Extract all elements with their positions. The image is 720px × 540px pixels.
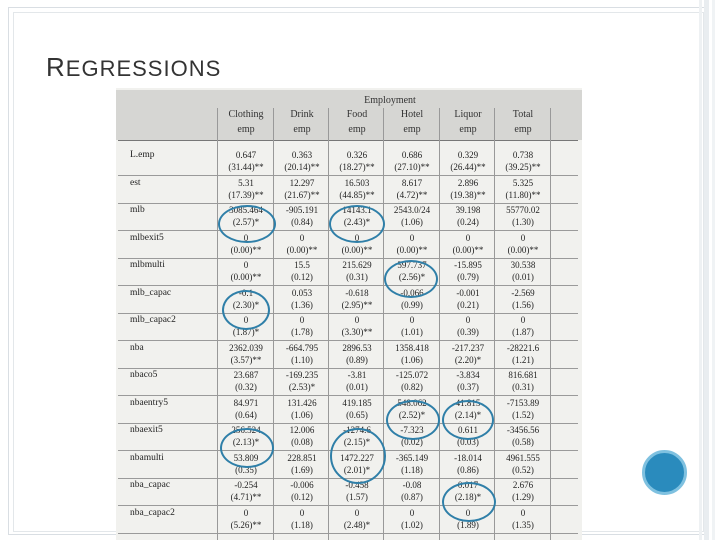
tstat-cell: (31.44)** bbox=[228, 162, 264, 172]
coefficient-cell: 0 bbox=[299, 315, 305, 325]
column-header: Total bbox=[512, 109, 534, 120]
coefficient-cell: -217.237 bbox=[451, 342, 485, 353]
coefficient-cell: 53.809 bbox=[233, 452, 259, 463]
coefficient-cell: 0 bbox=[520, 232, 526, 243]
tstat-cell: (11.80)** bbox=[505, 189, 541, 200]
row-label: nba_capac2 bbox=[130, 507, 175, 518]
tstat-cell: (39.25)** bbox=[505, 162, 541, 172]
tstat-cell: (0.01) bbox=[512, 272, 534, 282]
coefficient-cell: 5.31 bbox=[238, 177, 254, 188]
coefficient-cell: 0.738 bbox=[512, 150, 534, 160]
tstat-cell: (2.13)* bbox=[232, 437, 260, 447]
coefficient-cell: -0.254 bbox=[234, 480, 258, 490]
tstat-cell: (0.84) bbox=[291, 217, 313, 227]
tstat-cell: (2.15)* bbox=[343, 437, 371, 447]
row-label: mlb_capac2 bbox=[130, 315, 176, 325]
column-subheader: emp bbox=[403, 124, 421, 135]
coefficient-cell: 0 bbox=[465, 232, 471, 243]
coefficient-cell: 4961.555 bbox=[506, 452, 540, 463]
coefficient-cell: 30.538 bbox=[510, 260, 536, 270]
column-divider bbox=[217, 108, 218, 540]
row-label: mlb bbox=[130, 205, 145, 215]
tstat-cell: (2.20)* bbox=[454, 354, 482, 365]
tstat-cell: (1.35) bbox=[512, 519, 534, 530]
row-label: mlb_capac bbox=[130, 287, 172, 298]
coefficient-cell: 5.325 bbox=[512, 177, 534, 188]
tstat-cell: (26.44)** bbox=[450, 162, 486, 172]
coefficient-cell: 0 bbox=[465, 507, 471, 518]
tstat-cell: (0.12) bbox=[291, 492, 313, 502]
tstat-cell: (1.01) bbox=[401, 327, 423, 337]
coefficient-cell: -28221.6 bbox=[506, 342, 540, 353]
coefficient-cell: 2.896 bbox=[457, 177, 479, 188]
coefficient-cell: -125.072 bbox=[395, 370, 429, 380]
side-rule bbox=[699, 0, 702, 540]
tstat-cell: (0.86) bbox=[457, 464, 479, 475]
tstat-cell: (1.18) bbox=[401, 464, 423, 475]
coefficient-cell: -0.066 bbox=[400, 287, 424, 298]
tstat-cell: (2.30)* bbox=[232, 299, 260, 310]
tstat-cell: (1.21) bbox=[512, 354, 534, 365]
coefficient-cell: 0.611 bbox=[458, 425, 478, 435]
coefficient-cell: -169.235 bbox=[285, 370, 319, 380]
tstat-cell: (0.03) bbox=[457, 437, 479, 447]
coefficient-cell: 0 bbox=[520, 507, 526, 518]
tstat-cell: (1.87)* bbox=[232, 327, 260, 337]
tstat-cell: (2.14)* bbox=[454, 409, 482, 420]
tstat-cell: (1.06) bbox=[401, 217, 423, 227]
tstat-cell: (1.57) bbox=[346, 492, 368, 502]
tstat-cell: (1.18) bbox=[291, 519, 313, 530]
tstat-cell: (2.56)* bbox=[398, 272, 426, 282]
column-divider bbox=[328, 108, 329, 540]
tstat-cell: (0.00)** bbox=[230, 244, 262, 255]
tstat-cell: (0.65) bbox=[346, 409, 368, 420]
tstat-cell: (0.58) bbox=[512, 437, 534, 447]
tstat-cell: (0.12) bbox=[291, 272, 313, 282]
highlight-circle bbox=[222, 290, 270, 330]
coefficient-cell: 12.297 bbox=[289, 177, 315, 188]
coefficient-cell: 0 bbox=[243, 315, 249, 325]
coefficient-cell: 256.524 bbox=[231, 425, 261, 435]
highlight-circle bbox=[329, 205, 385, 243]
row-divider bbox=[118, 285, 578, 286]
tstat-cell: (1.06) bbox=[291, 409, 313, 420]
coefficient-cell: -18.014 bbox=[454, 452, 482, 463]
coefficient-cell: -0.08 bbox=[402, 480, 422, 490]
row-label: nbaentry5 bbox=[130, 397, 168, 408]
coefficient-cell: 0.053 bbox=[291, 287, 313, 298]
tstat-cell: (0.00)** bbox=[507, 244, 539, 255]
group-header: Employment bbox=[364, 95, 416, 106]
coefficient-cell: 0.647 bbox=[235, 150, 257, 160]
tstat-cell: (1.06) bbox=[401, 354, 423, 365]
tstat-cell: (1.29) bbox=[512, 492, 534, 502]
coefficient-cell: 0 bbox=[299, 507, 305, 518]
tstat-cell: (0.31) bbox=[346, 272, 368, 282]
tstat-cell: (1.02) bbox=[401, 519, 423, 530]
tstat-cell: (2.43)* bbox=[343, 217, 371, 227]
row-label: nbaco5 bbox=[130, 370, 158, 380]
tstat-cell: (0.64) bbox=[235, 409, 257, 420]
coefficient-cell: -3.834 bbox=[456, 370, 480, 380]
highlight-circle bbox=[442, 397, 494, 440]
coefficient-cell: 0 bbox=[465, 315, 471, 325]
tstat-cell: (0.24) bbox=[457, 217, 479, 227]
row-divider bbox=[118, 258, 578, 259]
coefficient-cell: -2.569 bbox=[511, 287, 535, 298]
coefficient-cell: 0 bbox=[243, 232, 249, 243]
highlight-circle bbox=[218, 205, 276, 243]
coefficient-cell: -0.618 bbox=[345, 287, 369, 298]
tstat-cell: (0.99) bbox=[401, 299, 423, 310]
row-label: nba bbox=[130, 342, 144, 353]
side-rule bbox=[712, 0, 715, 540]
tstat-cell: (2.57)* bbox=[232, 217, 260, 227]
tstat-cell: (0.02) bbox=[401, 437, 423, 447]
coefficient-cell: -0.006 bbox=[290, 480, 314, 490]
coefficient-cell: 0 bbox=[243, 260, 249, 270]
coefficient-cell: 0.363 bbox=[291, 150, 313, 160]
tstat-cell: (1.69) bbox=[291, 464, 313, 475]
slide-title-initial: R bbox=[46, 52, 66, 82]
tstat-cell: (1.56) bbox=[512, 299, 534, 310]
row-divider bbox=[118, 175, 578, 176]
tstat-cell: (19.38)** bbox=[450, 189, 486, 200]
highlight-circle bbox=[330, 428, 386, 484]
row-divider bbox=[118, 505, 578, 506]
coefficient-cell: 0.326 bbox=[346, 150, 368, 160]
coefficient-cell: -3.81 bbox=[347, 370, 367, 380]
coefficient-cell: 2896.53 bbox=[342, 342, 372, 353]
tstat-cell: (0.00)** bbox=[286, 244, 318, 255]
tstat-cell: (0.00)** bbox=[230, 272, 262, 282]
coefficient-cell: 0 bbox=[354, 315, 360, 325]
tstat-cell: (44.85)** bbox=[339, 189, 375, 200]
tstat-cell: (1.30) bbox=[512, 217, 534, 227]
tstat-cell: (1.52) bbox=[512, 409, 534, 420]
coefficient-cell: -7153.89 bbox=[506, 397, 540, 408]
column-header: Food bbox=[346, 109, 368, 120]
tstat-cell: (2.53)* bbox=[288, 382, 316, 392]
tstat-cell: (0.08) bbox=[291, 437, 313, 447]
highlight-circle bbox=[384, 260, 438, 298]
tstat-cell: (1.36) bbox=[291, 299, 313, 310]
coefficient-cell: 0 bbox=[299, 232, 305, 243]
coefficient-cell: 12.006 bbox=[289, 425, 315, 435]
tstat-cell: (0.82) bbox=[401, 382, 423, 392]
coefficient-cell: 55770.02 bbox=[506, 205, 540, 215]
column-divider bbox=[439, 108, 440, 540]
coefficient-cell: 15.5 bbox=[294, 260, 310, 270]
coefficient-cell: 0.686 bbox=[401, 150, 423, 160]
coefficient-cell: 84.971 bbox=[233, 397, 259, 408]
coefficient-cell: -0.458 bbox=[345, 480, 369, 490]
tstat-cell: (1.89) bbox=[457, 519, 479, 530]
coefficient-cell: 0.329 bbox=[457, 150, 479, 160]
tstat-cell: (4.71)** bbox=[230, 492, 262, 502]
tstat-cell: (2.48)* bbox=[343, 519, 371, 530]
tstat-cell: (0.89) bbox=[346, 354, 368, 365]
column-header: Drink bbox=[290, 109, 314, 120]
column-divider bbox=[494, 108, 495, 540]
tstat-cell: (20.14)** bbox=[284, 162, 320, 172]
column-header: Liquor bbox=[454, 109, 482, 120]
row-label: est bbox=[130, 177, 141, 188]
coefficient-cell: 3085.464 bbox=[229, 205, 263, 215]
column-divider bbox=[383, 108, 384, 540]
row-label: L.emp bbox=[130, 150, 155, 160]
table-rule bbox=[118, 140, 578, 141]
coefficient-cell: -1274.6 bbox=[343, 425, 371, 435]
row-divider bbox=[118, 340, 578, 341]
column-divider bbox=[273, 108, 274, 540]
column-header: Hotel bbox=[400, 109, 424, 120]
row-divider bbox=[118, 533, 578, 534]
tstat-cell: (17.39)** bbox=[228, 189, 264, 200]
row-label: mlbexit5 bbox=[130, 232, 164, 243]
tstat-cell: (5.26)** bbox=[230, 519, 262, 530]
coefficient-cell: 8.617 bbox=[401, 177, 423, 188]
slide-title-rest: EGRESSIONS bbox=[65, 56, 222, 81]
coefficient-cell: 39.198 bbox=[455, 205, 481, 215]
coefficient-cell: 548.062 bbox=[397, 397, 427, 408]
tstat-cell: (1.87) bbox=[512, 327, 534, 337]
tstat-cell: (0.37) bbox=[457, 382, 479, 392]
coefficient-cell: -15.895 bbox=[454, 260, 482, 270]
coefficient-cell: -7.323 bbox=[400, 425, 424, 435]
tstat-cell: (0.87) bbox=[401, 492, 423, 502]
tstat-cell: (3.57)** bbox=[230, 354, 262, 365]
tstat-cell: (21.67)** bbox=[284, 189, 320, 200]
row-label: mlbmulti bbox=[130, 260, 165, 270]
tstat-cell: (2.18)* bbox=[454, 492, 482, 502]
row-divider bbox=[118, 368, 578, 369]
row-label: nba_capac bbox=[130, 480, 171, 490]
tstat-cell: (18.27)** bbox=[339, 162, 375, 172]
tstat-cell: (0.00)** bbox=[396, 244, 428, 255]
coefficient-cell: 0 bbox=[409, 315, 415, 325]
slide-title bbox=[46, 52, 221, 83]
coefficient-cell: 419.185 bbox=[342, 397, 372, 408]
coefficient-cell: 2.676 bbox=[512, 480, 534, 490]
column-subheader: emp bbox=[293, 124, 311, 135]
coefficient-cell: 228.851 bbox=[287, 452, 317, 463]
tstat-cell: (0.52) bbox=[512, 464, 534, 475]
highlight-circle bbox=[442, 482, 496, 522]
tstat-cell: (0.00)** bbox=[452, 244, 484, 255]
row-divider bbox=[118, 203, 578, 204]
column-subheader: emp bbox=[348, 124, 366, 135]
coefficient-cell: 2362.039 bbox=[229, 342, 263, 353]
tstat-cell: (0.00)** bbox=[341, 244, 373, 255]
coefficient-cell: -664.795 bbox=[285, 342, 319, 353]
tstat-cell: (0.79) bbox=[457, 272, 479, 282]
coefficient-cell: -905.191 bbox=[285, 205, 319, 215]
tstat-cell: (1.10) bbox=[291, 354, 313, 365]
side-rule bbox=[704, 0, 709, 540]
row-label: nbaexit5 bbox=[130, 425, 163, 435]
coefficient-cell: -0.001 bbox=[456, 287, 480, 298]
coefficient-cell: 0 bbox=[409, 232, 415, 243]
coefficient-cell: 1358.418 bbox=[395, 342, 429, 353]
tstat-cell: (2.01)* bbox=[343, 464, 371, 475]
coefficient-cell: -365.149 bbox=[395, 452, 429, 463]
tstat-cell: (27.10)** bbox=[394, 162, 430, 172]
tstat-cell: (0.39) bbox=[457, 327, 479, 337]
coefficient-cell: 0 bbox=[409, 507, 415, 518]
coefficient-cell: 1472.227 bbox=[340, 452, 374, 463]
column-subheader: emp bbox=[459, 124, 477, 135]
coefficient-cell: 0 bbox=[354, 507, 360, 518]
coefficient-cell: 0.017 bbox=[457, 480, 479, 490]
tstat-cell: (4.72)** bbox=[396, 189, 428, 200]
tstat-cell: (1.78) bbox=[291, 327, 313, 337]
coefficient-cell: 131.426 bbox=[287, 397, 317, 408]
tstat-cell: (0.21) bbox=[457, 299, 479, 310]
coefficient-cell: 14143.1 bbox=[342, 205, 372, 215]
coefficient-cell: -0.1 bbox=[238, 287, 254, 298]
coefficient-cell: 0 bbox=[354, 232, 360, 243]
coefficient-cell: 23.687 bbox=[233, 370, 259, 380]
coefficient-cell: 597.737 bbox=[397, 260, 427, 270]
tstat-cell: (3.30)** bbox=[341, 327, 373, 337]
coefficient-cell: 0 bbox=[520, 315, 526, 325]
tstat-cell: (0.32) bbox=[235, 382, 257, 392]
tstat-cell: (2.95)** bbox=[341, 299, 373, 310]
row-divider bbox=[118, 313, 578, 314]
coefficient-cell: 41.815 bbox=[455, 397, 481, 408]
tstat-cell: (0.01) bbox=[346, 382, 368, 392]
column-header: Clothing bbox=[228, 109, 264, 120]
coefficient-cell: -3456.56 bbox=[506, 425, 540, 435]
coefficient-cell: 0 bbox=[243, 507, 249, 518]
tstat-cell: (2.52)* bbox=[398, 409, 426, 420]
highlight-circle bbox=[386, 397, 440, 440]
tstat-cell: (0.35) bbox=[235, 464, 257, 475]
column-subheader: emp bbox=[237, 124, 255, 135]
row-label: nbamulti bbox=[130, 452, 164, 463]
decorative-circle bbox=[642, 450, 687, 495]
column-subheader: emp bbox=[514, 124, 532, 135]
row-divider bbox=[118, 395, 578, 396]
row-divider bbox=[118, 423, 578, 424]
coefficient-cell: 215.629 bbox=[342, 260, 372, 270]
column-divider bbox=[550, 108, 551, 540]
highlight-circle bbox=[220, 428, 274, 468]
coefficient-cell: 816.681 bbox=[508, 370, 538, 380]
coefficient-cell: 2543.0/24 bbox=[393, 205, 431, 215]
coefficient-cell: 16.503 bbox=[344, 177, 370, 188]
tstat-cell: (0.31) bbox=[512, 382, 534, 392]
